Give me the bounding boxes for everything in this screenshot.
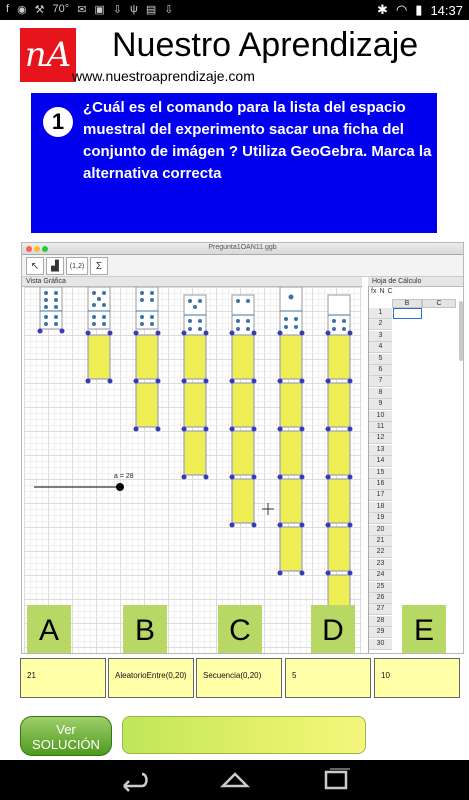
spreadsheet-row-header: 2 (369, 319, 392, 330)
selected-cell (393, 308, 422, 319)
notification-icons (6, 3, 174, 16)
download-icon: ⇩ (112, 4, 123, 16)
spreadsheet-row-header: 30 (369, 639, 392, 650)
image-icon: ▣ (94, 4, 105, 16)
format-buttons (371, 288, 393, 295)
answer-button-a[interactable]: A (27, 605, 71, 653)
facebook-icon: f (6, 3, 10, 15)
spreadsheet-row-header: 20 (369, 525, 392, 536)
status-bar (0, 0, 469, 20)
system-icons (377, 2, 463, 18)
question-box (31, 93, 437, 233)
column-header-b: B (392, 299, 422, 308)
question-number: 1 (43, 107, 73, 137)
spreadsheet-row-header: 22 (369, 547, 392, 558)
spreadsheet-panel-title: Hoja de Cálculo (372, 278, 422, 285)
spreadsheet-row-header: 5 (369, 354, 392, 365)
domino-top-3 (136, 287, 158, 329)
format-n: N (379, 288, 385, 295)
dominoes-drawing (24, 287, 362, 654)
domino-top-4 (184, 295, 206, 335)
usb-icon: ψ (130, 3, 138, 15)
bluetooth-icon: ✱ (377, 2, 388, 17)
option-b[interactable]: AleatorioEntre(0,20) (108, 658, 194, 698)
format-c: C (387, 288, 393, 295)
spreadsheet-row-header: 10 (369, 411, 392, 422)
temperature-icon: 70° (52, 3, 70, 15)
point-tool: (1,2) (66, 257, 88, 275)
spreadsheet-view (368, 287, 464, 654)
domino-top-2 (88, 287, 110, 329)
ver-solucion-line1: Ver (56, 722, 76, 737)
options-row (18, 658, 460, 700)
question-text: ¿Cuál es el comando para la lista del espacio muestral del experimento sacar una ficha del conjunto de imágen ? Utiliza GeoGebra. Marca la alternativa correcta (83, 99, 432, 182)
spreadsheet-row-header: 12 (369, 433, 392, 444)
spreadsheet-row-header: 7 (369, 376, 392, 387)
graphics-panel-header (22, 277, 362, 287)
domino-top-6 (280, 287, 302, 335)
geogebra-toolbar (22, 255, 463, 277)
ver-solucion-line2: SOLUCIÓN (32, 737, 100, 752)
page-title: Nuestro Aprendizaje (112, 26, 419, 64)
domino-top-5 (232, 295, 254, 335)
wrench-icon: ⚒ (34, 4, 45, 16)
sum-tool: Σ (90, 257, 108, 275)
spreadsheet-row-header: 6 (369, 365, 392, 376)
option-e[interactable]: 10 (374, 658, 460, 698)
spreadsheet-row-header: 28 (369, 616, 392, 627)
answer-button-c[interactable]: C (218, 605, 262, 653)
navigation-bar (0, 760, 469, 800)
domino-top-1 (40, 287, 62, 329)
spreadsheet-scrollbar (459, 301, 463, 361)
spreadsheet-row-header: 21 (369, 536, 392, 547)
solution-display (122, 716, 366, 754)
spreadsheet-row-header: 23 (369, 559, 392, 570)
spreadsheet-row-header: 4 (369, 342, 392, 353)
spreadsheet-row-header: 25 (369, 582, 392, 593)
gmail-icon: ✉ (77, 4, 87, 16)
window-title: Pregunta1OAN11.ggb (208, 244, 277, 251)
spreadsheet-row-header: 18 (369, 502, 392, 513)
spreadsheet-row-header: 29 (369, 627, 392, 638)
option-a[interactable]: 21 (20, 658, 106, 698)
spreadsheet-row-header: 16 (369, 479, 392, 490)
download-icon: ⇩ (164, 4, 174, 16)
logo: nA (20, 28, 76, 82)
answer-button-b[interactable]: B (123, 605, 167, 653)
algebra-tool-icon: ▟ (46, 257, 64, 275)
spreadsheet-panel-header (368, 277, 464, 287)
photo-icon: ▤ (145, 4, 157, 16)
format-fx: fx (371, 288, 377, 295)
back-icon[interactable] (114, 768, 154, 792)
window-titlebar (22, 243, 463, 255)
spreadsheet-row-header: 8 (369, 388, 392, 399)
move-tool-icon: ↖ (26, 257, 44, 275)
clock: 14:37 (430, 2, 463, 18)
geogebra-screenshot (21, 242, 464, 654)
option-c[interactable]: Secuencia(0,20) (196, 658, 282, 698)
answer-button-d[interactable]: D (311, 605, 355, 653)
option-d[interactable]: 5 (285, 658, 371, 698)
domino-top-7 (328, 295, 350, 335)
spreadsheet-row-header: 9 (369, 399, 392, 410)
spreadsheet-row-header: 27 (369, 604, 392, 615)
spreadsheet-row-header: 13 (369, 445, 392, 456)
recent-apps-icon[interactable] (316, 768, 356, 792)
camera-icon: ◉ (17, 4, 27, 16)
spreadsheet-row-header: 1 (369, 308, 392, 319)
column-header-c: C (422, 299, 456, 308)
battery-icon: ▮ (415, 2, 423, 17)
spreadsheet-row-header: 19 (369, 513, 392, 524)
answer-button-e[interactable]: E (402, 605, 446, 653)
slider-label: a = 28 (114, 473, 134, 480)
slider-handle (116, 483, 124, 491)
spreadsheet-row-header: 15 (369, 468, 392, 479)
home-icon[interactable] (215, 768, 255, 792)
website-url[interactable]: www.nuestroaprendizaje.com (72, 68, 255, 84)
spreadsheet-row-header: 14 (369, 456, 392, 467)
spreadsheet-row-header: 26 (369, 593, 392, 604)
app-header (0, 20, 469, 90)
graphics-panel-title: Vista Gráfica (26, 278, 66, 285)
spreadsheet-row-header: 11 (369, 422, 392, 433)
crosshair-icon (262, 503, 274, 515)
graphics-view (24, 287, 362, 654)
spreadsheet-row-header: 17 (369, 490, 392, 501)
ver-solucion-button[interactable] (20, 716, 112, 756)
wifi-icon: ◠ (395, 2, 408, 17)
spreadsheet-row-header: 24 (369, 570, 392, 581)
spreadsheet-row-header: 3 (369, 331, 392, 342)
